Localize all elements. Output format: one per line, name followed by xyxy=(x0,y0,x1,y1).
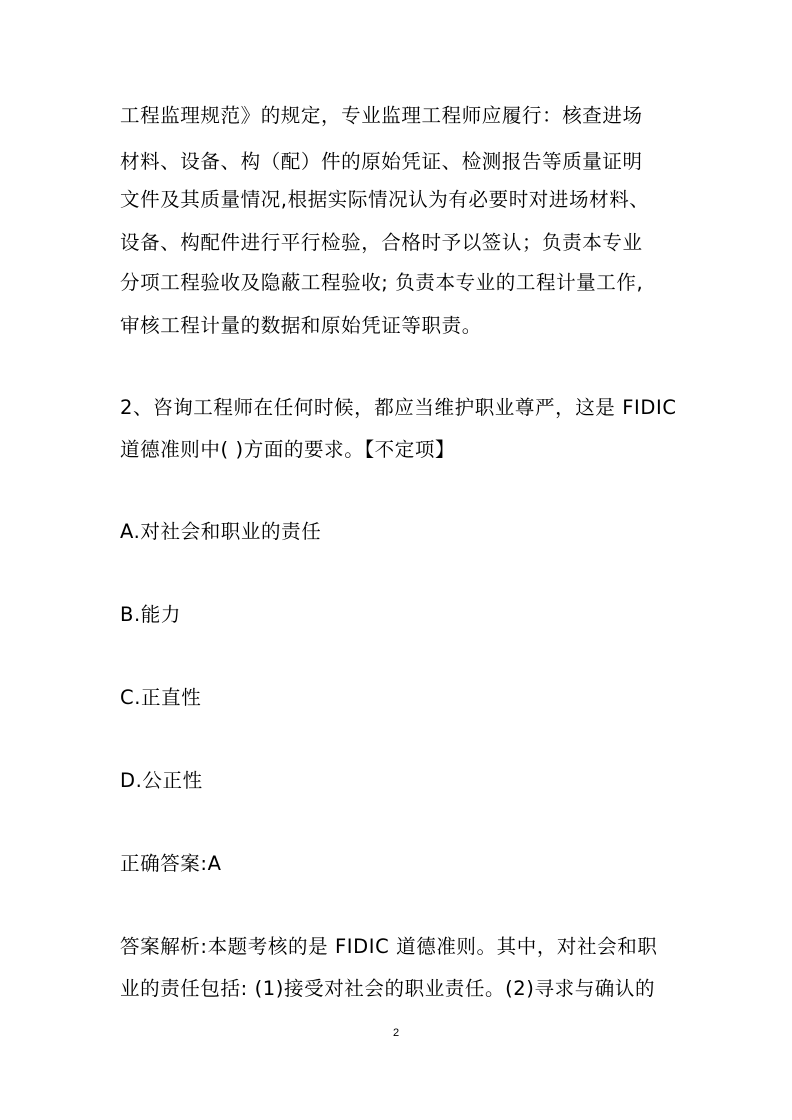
question-line: 道德准则中( )方面的要求。【不定项】 xyxy=(120,438,456,461)
option-c: C.正直性 xyxy=(120,686,202,709)
paragraph-line: 材料、设备、构（配）件的原始凭证、检测报告等质量证明 xyxy=(120,150,643,173)
paragraph-line: 分项工程验收及隐蔽工程验收; 负责本专业的工程计量工作, xyxy=(120,271,644,294)
correct-answer: 正确答案:A xyxy=(120,852,222,875)
option-b: B.能力 xyxy=(120,603,181,626)
analysis-line: 业的责任包括: (1)接受对社会的职业责任。(2)寻求与确认的 xyxy=(120,977,656,1000)
paragraph-line: 设备、构配件进行平行检验，合格时予以签认；负责本专业 xyxy=(120,231,643,254)
paragraph-line: 审核工程计量的数据和原始凭证等职责。 xyxy=(120,314,482,337)
paragraph-line: 工程监理规范》的规定，专业监理工程师应履行：核查进场 xyxy=(120,104,643,127)
question-line: 2、咨询工程师在任何时候，都应当维护职业尊严，这是 FIDIC xyxy=(120,396,677,419)
option-a: A.对社会和职业的责任 xyxy=(120,520,322,543)
analysis-line: 答案解析:本题考核的是 FIDIC 道德准则。其中，对社会和职 xyxy=(120,935,658,958)
paragraph-line: 文件及其质量情况,根据实际情况认为有必要时对进场材料、 xyxy=(120,188,650,211)
option-d: D.公正性 xyxy=(120,769,203,792)
page-number: 2 xyxy=(392,1027,400,1039)
